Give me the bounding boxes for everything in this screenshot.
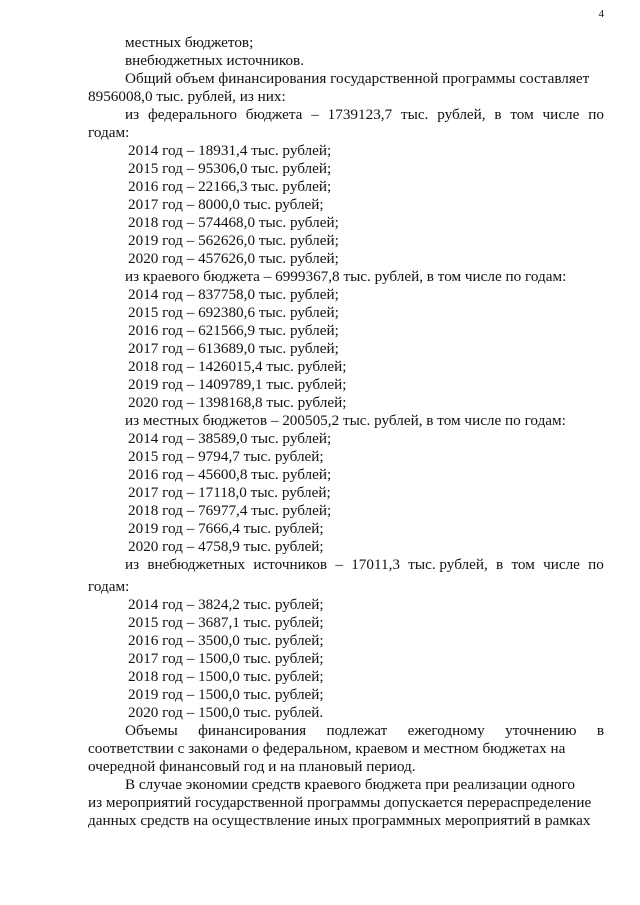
word: федерального — [147, 106, 237, 123]
local-year-line: 2018 год – 76977,4 тыс. рублей; — [128, 502, 332, 519]
word: том — [510, 106, 534, 123]
local-year-line: 2020 год – 4758,9 тыс. рублей; — [128, 538, 324, 555]
word: по — [588, 106, 604, 123]
local-budget-heading: из местных бюджетов – 200505,2 тыс. рублей, в том числе по годам: — [125, 412, 566, 429]
extrabudget-year-line: 2015 год – 3687,1 тыс. рублей; — [128, 614, 324, 631]
word: бюджета — [245, 106, 303, 123]
extrabudget-heading — [88, 556, 604, 574]
word: источников — [253, 556, 328, 573]
regional-year-line: 2014 год – 837758,0 тыс. рублей; — [128, 286, 339, 303]
economy-paragraph-line: из мероприятий государственной программы допускается перераспределение — [88, 794, 592, 811]
word: в — [494, 106, 502, 123]
word: из — [125, 556, 140, 573]
extrabudget-year-line: 2016 год – 3500,0 тыс. рублей; — [128, 632, 324, 649]
word: Объемы — [125, 722, 178, 739]
word: уточнению — [505, 722, 577, 739]
federal-year-line: 2019 год – 562626,0 тыс. рублей; — [128, 232, 339, 249]
federal-budget-heading-cont: годам: — [88, 124, 130, 141]
local-year-line: 2014 год – 38589,0 тыс. рублей; — [128, 430, 332, 447]
extrabudget-heading-cont: годам: — [88, 578, 130, 595]
extrabudget-year-line: 2018 год – 1500,0 тыс. рублей; — [128, 668, 324, 685]
word: в — [596, 722, 604, 739]
economy-paragraph-line: данных средств на осуществление иных программных мероприятий в рамках — [88, 812, 591, 829]
economy-paragraph-line: В случае экономии средств краевого бюджета при реализации одного — [125, 776, 576, 793]
refinement-paragraph-first-line — [88, 722, 604, 740]
local-year-line: 2015 год – 9794,7 тыс. рублей; — [128, 448, 324, 465]
refinement-paragraph-line: очередной финансовый год и на плановый период. — [88, 758, 416, 775]
federal-year-line: 2015 год – 95306,0 тыс. рублей; — [128, 160, 332, 177]
word: тыс. — [400, 106, 429, 123]
word: 1739123,7 — [327, 106, 393, 123]
federal-year-line: 2017 год – 8000,0 тыс. рублей; — [128, 196, 324, 213]
page-number: 4 — [598, 8, 604, 20]
total-financing-line: Общий объем финансирования государственной программы составляет — [125, 70, 590, 87]
regional-year-line: 2015 год – 692380,6 тыс. рублей; — [128, 304, 339, 321]
local-year-line: 2019 год – 7666,4 тыс. рублей; — [128, 520, 324, 537]
regional-year-line: 2016 год – 621566,9 тыс. рублей; — [128, 322, 339, 339]
document-body — [88, 34, 604, 830]
word: подлежат — [326, 722, 388, 739]
word: тыс. рублей, — [408, 556, 488, 573]
federal-budget-heading — [88, 106, 604, 124]
word: – — [311, 106, 319, 123]
word: 17011,3 — [351, 556, 400, 573]
federal-year-line: 2018 год – 574468,0 тыс. рублей; — [128, 214, 339, 231]
word: рублей, — [437, 106, 486, 123]
extrabudget-year-line: 2014 год – 3824,2 тыс. рублей; — [128, 596, 324, 613]
federal-year-line: 2020 год – 457626,0 тыс. рублей; — [128, 250, 339, 267]
extrabudget-year-line: 2017 год – 1500,0 тыс. рублей; — [128, 650, 324, 667]
federal-year-line: 2014 год – 18931,4 тыс. рублей; — [128, 142, 332, 159]
word: числе — [543, 556, 580, 573]
word: том — [511, 556, 535, 573]
word: ежегодному — [407, 722, 485, 739]
extrabudget-year-line: 2019 год – 1500,0 тыс. рублей; — [128, 686, 324, 703]
refinement-paragraph-line: соответствии с законами о федеральном, краевом и местном бюджетах на — [88, 740, 566, 757]
word: в — [496, 556, 504, 573]
regional-year-line: 2018 год – 1426015,4 тыс. рублей; — [128, 358, 347, 375]
local-year-line: 2016 год – 45600,8 тыс. рублей; — [128, 466, 332, 483]
intro-line: внебюджетных источников. — [125, 52, 305, 69]
total-financing-amount: 8956008,0 тыс. рублей, из них: — [88, 88, 286, 105]
local-year-line: 2017 год – 17118,0 тыс. рублей; — [128, 484, 331, 501]
word: внебюджетных — [147, 556, 246, 573]
regional-year-line: 2019 год – 1409789,1 тыс. рублей; — [128, 376, 347, 393]
word: финансирования — [198, 722, 307, 739]
regional-budget-heading: из краевого бюджета – 6999367,8 тыс. рублей, в том числе по годам: — [125, 268, 567, 285]
regional-year-line: 2017 год – 613689,0 тыс. рублей; — [128, 340, 339, 357]
word: из — [125, 106, 140, 123]
word: числе — [542, 106, 580, 123]
word: по — [588, 556, 604, 573]
federal-year-line: 2016 год – 22166,3 тыс. рублей; — [128, 178, 332, 195]
extrabudget-year-line: 2020 год – 1500,0 тыс. рублей. — [128, 704, 324, 721]
regional-year-line: 2020 год – 1398168,8 тыс. рублей; — [128, 394, 347, 411]
word: – — [335, 556, 343, 573]
intro-line: местных бюджетов; — [125, 34, 254, 51]
